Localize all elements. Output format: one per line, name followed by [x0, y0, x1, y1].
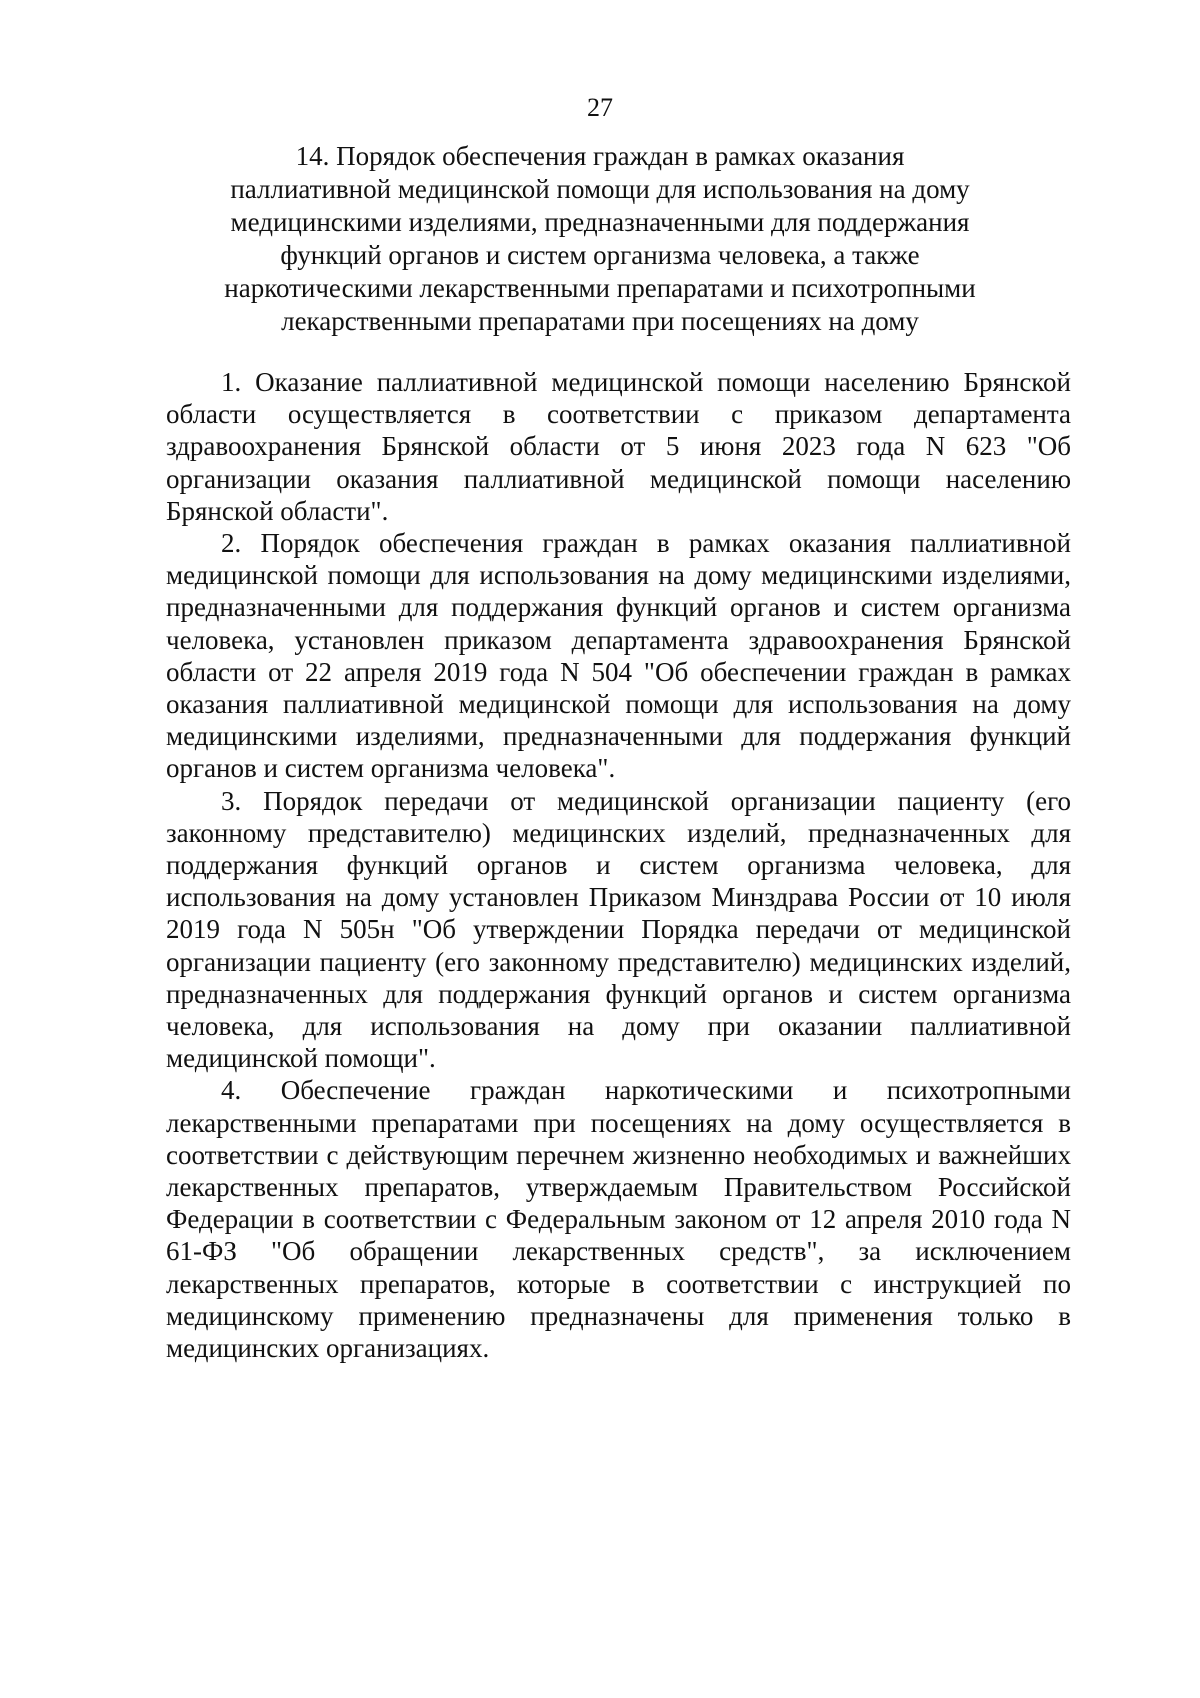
body-text: [166, 366, 1071, 1364]
paragraph-1: 1. Оказание паллиативной медицинской помощи населению Брянской области осуществляется в соответствии с приказом департамента здравоохранения Брянской области от 5 июня 2023 года N 623 "Об организации оказания паллиативной медицинской помощи населению Брянской области".: [166, 367, 1071, 526]
section-heading-line: медицинскими изделиями, предназначенными для поддержания: [230, 207, 970, 237]
section-heading-line: наркотическими лекарственными препаратами и психотропными: [224, 273, 976, 303]
section-heading-line: функций органов и систем организма человека, а также: [280, 240, 920, 270]
paragraph-2: 2. Порядок обеспечения граждан в рамках оказания паллиативной медицинской помощи для использования на дому медицинскими изделиями, предназначенными для поддержания функций органов и систем организма человека, установлен приказом департамента здравоохранения Брянской области от 22 апреля 2019 года N 504 "Об обеспечении граждан в рамках оказания паллиативной медицинской помощи для использования на дому медицинскими изделиями, предназначенными для поддержания функций органов и систем организма человека".: [166, 528, 1071, 784]
page-number: 27: [587, 93, 613, 122]
paragraph-4: 4. Обеспечение граждан наркотическими и психотропными лекарственными препаратами при посещениях на дому осуществляется в соответствии с действующим перечнем жизненно необходимых и важнейших лекарственных препаратов, утверждаемым Правительством Российской Федерации в соответствии с Федеральным законом от 12 апреля 2010 года N 61-ФЗ "Об обращении лекарственных средств", за исключением лекарственных препаратов, которые в соответствии с инструкцией по медицинскому применению предназначены для применения только в медицинских организациях.: [166, 1075, 1071, 1364]
section-heading-line: 14. Порядок обеспечения граждан в рамках оказания: [295, 141, 905, 171]
section-heading: [200, 140, 1000, 338]
paragraph-3: 3. Порядок передачи от медицинской организации пациенту (его законному представителю) медицинских изделий, предназначенных для поддержания функций органов и систем организма человека, для использования на дому установлен Приказом Минздрава России от 10 июля 2019 года N 505н "Об утверждении Порядка передачи от медицинской организации пациенту (его законному представителю) медицинских изделий, предназначенных для поддержания функций органов и систем организма человека, для использования на дому при оказании паллиативной медицинской помощи".: [166, 785, 1071, 1074]
section-heading-line: лекарственными препаратами при посещениях на дому: [281, 306, 919, 336]
section-heading-line: паллиативной медицинской помощи для использования на дому: [230, 174, 970, 204]
